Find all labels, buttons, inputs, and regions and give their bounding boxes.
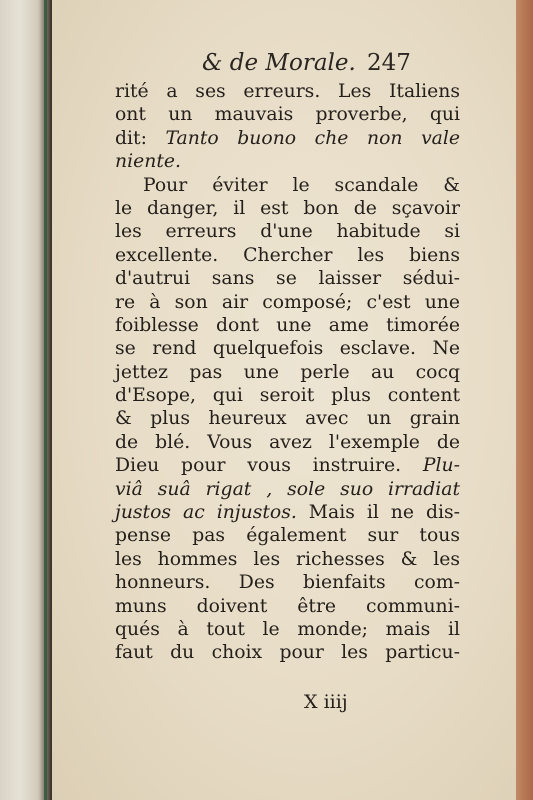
text-segment: le danger, il est bon de sçavoir xyxy=(115,197,460,219)
page-number: 247 xyxy=(367,50,411,76)
text-segment: & plus heureux avec un grain xyxy=(115,408,460,430)
text-line xyxy=(115,103,460,126)
text-line xyxy=(115,501,460,524)
text-line xyxy=(115,337,460,360)
text-line xyxy=(115,407,460,430)
text-segment: Tanto buono che non vale xyxy=(165,127,460,149)
text-segment: niente. xyxy=(115,151,181,173)
text-line xyxy=(115,291,460,314)
text-segment: qués à tout le monde; mais il xyxy=(115,618,460,640)
text-line xyxy=(115,174,460,197)
text-line xyxy=(115,127,460,150)
text-segment: Dieu pour vous instruire. xyxy=(115,455,423,477)
text-line xyxy=(115,524,460,547)
text-line xyxy=(115,220,460,243)
text-line xyxy=(115,454,460,477)
text-segment: Mais il ne dis- xyxy=(296,502,460,524)
text-segment: Pour éviter le scandale & xyxy=(143,174,460,196)
text-segment: re à son air composé; c'est une xyxy=(115,291,460,313)
text-segment: se rend quelquefois esclave. Ne xyxy=(115,338,460,360)
text-segment: faut du choix pour les particu- xyxy=(115,642,460,664)
text-line xyxy=(115,595,460,618)
text-line xyxy=(115,431,460,454)
text-segment: les erreurs d'une habitude si xyxy=(115,221,460,243)
text-line xyxy=(115,641,460,664)
text-segment: ont un mauvais proverbe, qui xyxy=(115,104,460,126)
text-segment: excellente. Chercher les biens xyxy=(115,244,460,266)
signature-mark: X iiij xyxy=(304,691,348,713)
text-segment: justos ac injustos. xyxy=(115,502,297,524)
text-segment: d'autrui sans se laisser sédui- xyxy=(115,268,460,290)
text-line xyxy=(115,361,460,384)
binding-thread xyxy=(44,0,47,800)
text-line xyxy=(115,150,460,173)
text-segment: foiblesse dont une ame timorée xyxy=(115,314,460,336)
text-segment: de blé. Vous avez l'exemple de xyxy=(115,431,460,453)
text-segment: Plu- xyxy=(422,455,460,477)
text-line xyxy=(115,548,460,571)
text-line xyxy=(115,618,460,641)
body-text xyxy=(115,80,460,665)
text-line xyxy=(115,314,460,337)
text-line xyxy=(115,384,460,407)
text-segment: pense pas également sur tous xyxy=(115,525,460,547)
text-segment: muns doivent être communi- xyxy=(115,595,460,617)
text-line xyxy=(115,571,460,594)
text-segment: les hommes les richesses & les xyxy=(115,548,460,570)
text-segment: rité a ses erreurs. Les Italiens xyxy=(115,81,460,102)
text-segment: honneurs. Des bienfaits com- xyxy=(115,572,460,594)
text-segment: dit: xyxy=(115,127,166,149)
text-segment: jettez pas une perle au cocq xyxy=(115,361,460,383)
book-page xyxy=(52,0,516,800)
text-segment: viâ suâ rigat , sole suo irradiat xyxy=(115,478,460,500)
text-line xyxy=(115,197,460,220)
running-head: & de Morale. xyxy=(202,50,356,76)
text-segment: d'Esope, qui seroit plus content xyxy=(115,385,460,407)
text-line xyxy=(115,80,460,103)
text-line xyxy=(115,267,460,290)
text-line xyxy=(115,244,460,267)
text-line xyxy=(115,478,460,501)
book-fore-edge xyxy=(516,0,533,800)
